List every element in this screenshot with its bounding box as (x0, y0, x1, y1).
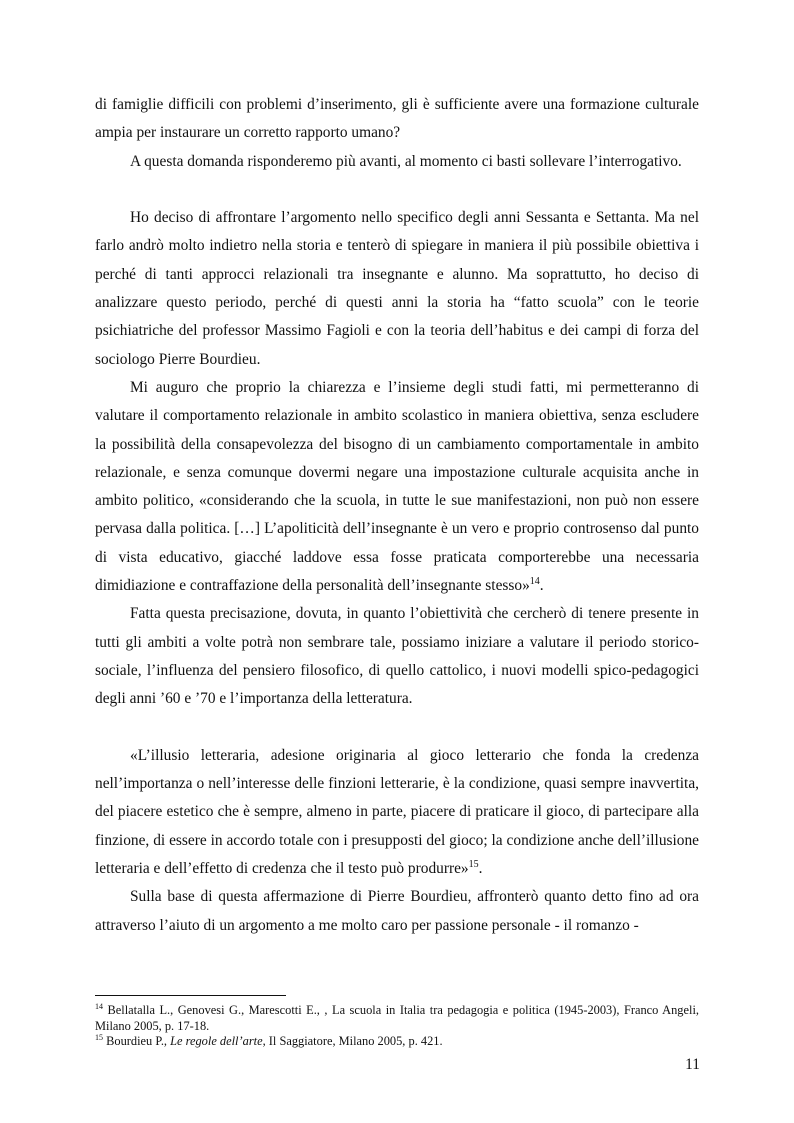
footnote-text: Bellatalla L., Genovesi G., Marescotti E., , La scuola in Italia tra pedagogia e politica (1945-2003), Franco Angeli, Milano 2005, p. 17-18. (95, 1003, 699, 1033)
footnotes (95, 1003, 699, 1050)
paragraph-text: A questa domanda risponderemo più avanti, al momento ci basti sollevare l’interrogativo. (130, 152, 682, 170)
paragraph-text: di famiglie difficili con problemi d’inserimento, gli è sufficiente avere una formazione culturale ampia per instaurare un corretto rapporto umano? (95, 96, 699, 142)
block-quote (95, 742, 699, 883)
page-number: 11 (685, 1056, 700, 1073)
paragraph (95, 374, 699, 600)
paragraph (95, 883, 699, 940)
paragraph-continuation (95, 91, 699, 148)
paragraph (95, 204, 699, 374)
paragraph-text: Mi auguro che proprio la chiarezza e l’insieme degli studi fatti, mi permetteranno di valutare il comportamento relazionale in ambito scolastico in maniera obiettiva, senza escludere la possibilità della consapevolezza del bisogno di un cambiamento comportamentale in ambito relazionale, e senza comunque dovermi negare una impostazione culturale acquisita anche in ambito politico, «considerando che la scuola, in tutte le sue manifestazioni, non può non essere pervasa dalla politica. […] L’apoliticità dell’insegnante è un vero e proprio controsenso dal punto di vista educativo, giacché laddove essa fosse praticata comporterebbe una necessaria dimidiazione e contraffazione della personalità dell’insegnante stesso» (95, 378, 699, 595)
footnote-14 (95, 1003, 699, 1034)
footnote-author: Bourdieu P., (106, 1034, 171, 1048)
paragraph-text: Ho deciso di affrontare l’argomento nello specifico degli anni Sessanta e Settanta. Ma nel farlo andrò molto indietro nella storia e tenterò di spiegare in maniera il più possibile obiettiva i perché di tanti approcci relazionali tra insegnante e alunno. Ma soprattutto, ho deciso di analizzare questo periodo, perché di questi anni la storia ha “fatto scuola” con le teorie psichiatriche del professor Massimo Fagioli e con la teoria dell’habitus e dei campi di forza del sociologo Pierre Bourdieu. (95, 209, 699, 368)
paragraph (95, 600, 699, 713)
paragraph (95, 148, 699, 176)
footnote-divider (95, 995, 286, 996)
paragraph-gap (95, 176, 699, 204)
paragraph-text: Fatta questa precisazione, dovuta, in quanto l’obiettività che cercherò di tenere presente in tutti gli ambiti a volte potrà non sembrare tale, possiamo iniziare a valutare il periodo storico-sociale, l’influenza del pensiero filosofico, di quello cattolico, i nuovi modelli spico-pedagogici degli anni ’60 e ’70 e l’importanza della letteratura. (95, 605, 699, 708)
footnote-number: 14 (95, 1001, 103, 1011)
footnote-15 (95, 1034, 699, 1050)
punctuation: . (478, 860, 483, 878)
paragraph-text: Sulla base di questa affermazione di Pierre Bourdieu, affronterò quanto detto fino ad ora attraverso l’aiuto di un argomento a me molto caro per passione personale - il romanzo - (95, 888, 699, 934)
body-text (95, 91, 699, 940)
paragraph-text: «L’illusio letteraria, adesione originaria al gioco letterario che fonda la credenza nell’importanza o nell’interesse delle finzioni letterarie, è la condizione, quasi sempre inavvertita, del piacere estetico che è sempre, almeno in parte, piacere di praticare il gioco, di partecipare alla finzione, di essere in accordo totale con i presupposti del gioco; la condizione anche dell’illusione letteraria e dell’effetto di credenza che il testo può produrre» (95, 746, 699, 878)
punctuation: . (539, 577, 544, 595)
footnote-number: 15 (95, 1032, 103, 1042)
footnote-title: Le regole dell’arte (170, 1034, 263, 1048)
footnote-text: , Il Saggiatore, Milano 2005, p. 421. (262, 1034, 443, 1048)
paragraph-gap (95, 714, 699, 742)
footnote-ref-14: 14 (529, 575, 540, 587)
footnote-ref-15: 15 (468, 858, 479, 870)
